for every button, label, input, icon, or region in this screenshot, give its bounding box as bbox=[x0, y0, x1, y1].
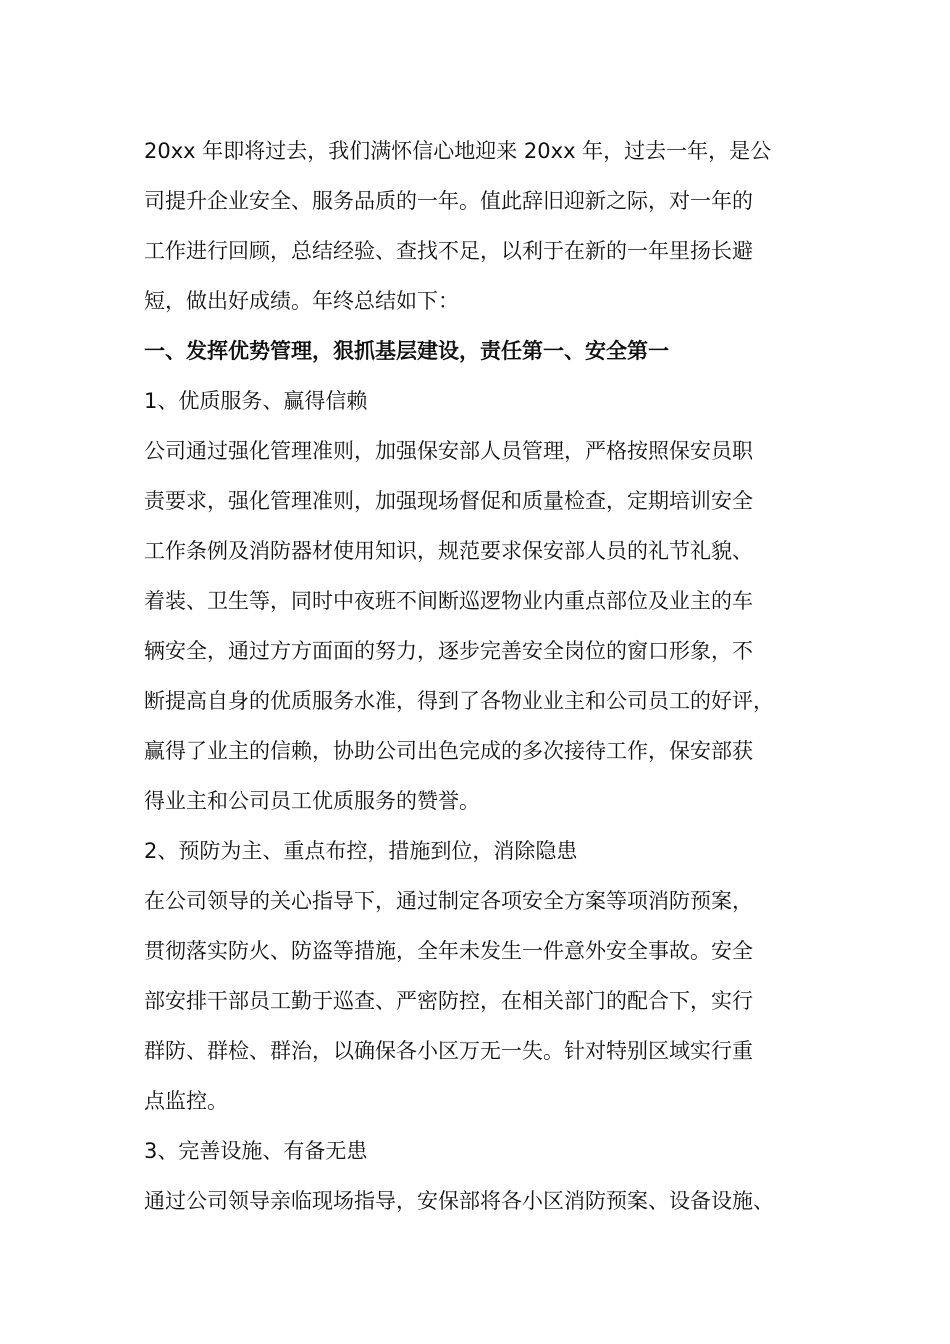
body-text-line: 通过公司领导亲临现场指导，安保部将各小区消防预案、设备设施、 bbox=[144, 1189, 774, 1213]
body-text-line: 公司通过强化管理准则，加强保安部人员管理，严格按照保安员职 bbox=[144, 439, 753, 463]
body-text-line: 20xx 年即将过去，我们满怀信心地迎来 20xx 年，过去一年，是公 bbox=[144, 139, 772, 163]
document-body bbox=[144, 126, 820, 1226]
section-heading: 一、发挥优势管理，狠抓基层建设，责任第一、安全第一 bbox=[144, 339, 669, 363]
body-text-line: 贯彻落实防火、防盗等措施，全年未发生一件意外安全事故。安全 bbox=[144, 939, 753, 963]
body-text-line: 得业主和公司员工优质服务的赞誉。 bbox=[144, 789, 480, 813]
body-text-line: 在公司领导的关心指导下，通过制定各项安全方案等项消防预案， bbox=[144, 889, 753, 913]
body-text-line: 司提升企业安全、服务品质的一年。值此辞旧迎新之际，对一年的 bbox=[144, 189, 753, 213]
body-text-line: 辆安全，通过方方面面的努力，逐步完善安全岗位的窗口形象，不 bbox=[144, 639, 753, 663]
subsection-heading: 2、预防为主、重点布控，措施到位，消除隐患 bbox=[144, 839, 578, 863]
body-text-line: 工作条例及消防器材使用知识，规范要求保安部人员的礼节礼貌、 bbox=[144, 539, 753, 563]
body-text-line: 断提高自身的优质服务水准，得到了各物业业主和公司员工的好评， bbox=[144, 689, 774, 713]
body-text-line: 赢得了业主的信赖，协助公司出色完成的多次接待工作，保安部获 bbox=[144, 739, 753, 763]
body-text-line: 责要求，强化管理准则，加强现场督促和质量检查，定期培训安全 bbox=[144, 489, 753, 513]
subsection-heading: 1、优质服务、赢得信赖 bbox=[144, 389, 368, 413]
body-text-line: 短，做出好成绩。年终总结如下： bbox=[144, 289, 459, 313]
body-text-line: 点监控。 bbox=[144, 1089, 228, 1113]
body-text-line: 群防、群检、群治，以确保各小区万无一失。针对特别区域实行重 bbox=[144, 1039, 753, 1063]
body-text-line: 着装、卫生等，同时中夜班不间断巡逻物业内重点部位及业主的车 bbox=[144, 589, 753, 613]
subsection-heading: 3、完善设施、有备无患 bbox=[144, 1139, 368, 1163]
body-text-line: 部安排干部员工勤于巡查、严密防控，在相关部门的配合下，实行 bbox=[144, 989, 753, 1013]
body-text-line: 工作进行回顾，总结经验、查找不足，以利于在新的一年里扬长避 bbox=[144, 239, 753, 263]
